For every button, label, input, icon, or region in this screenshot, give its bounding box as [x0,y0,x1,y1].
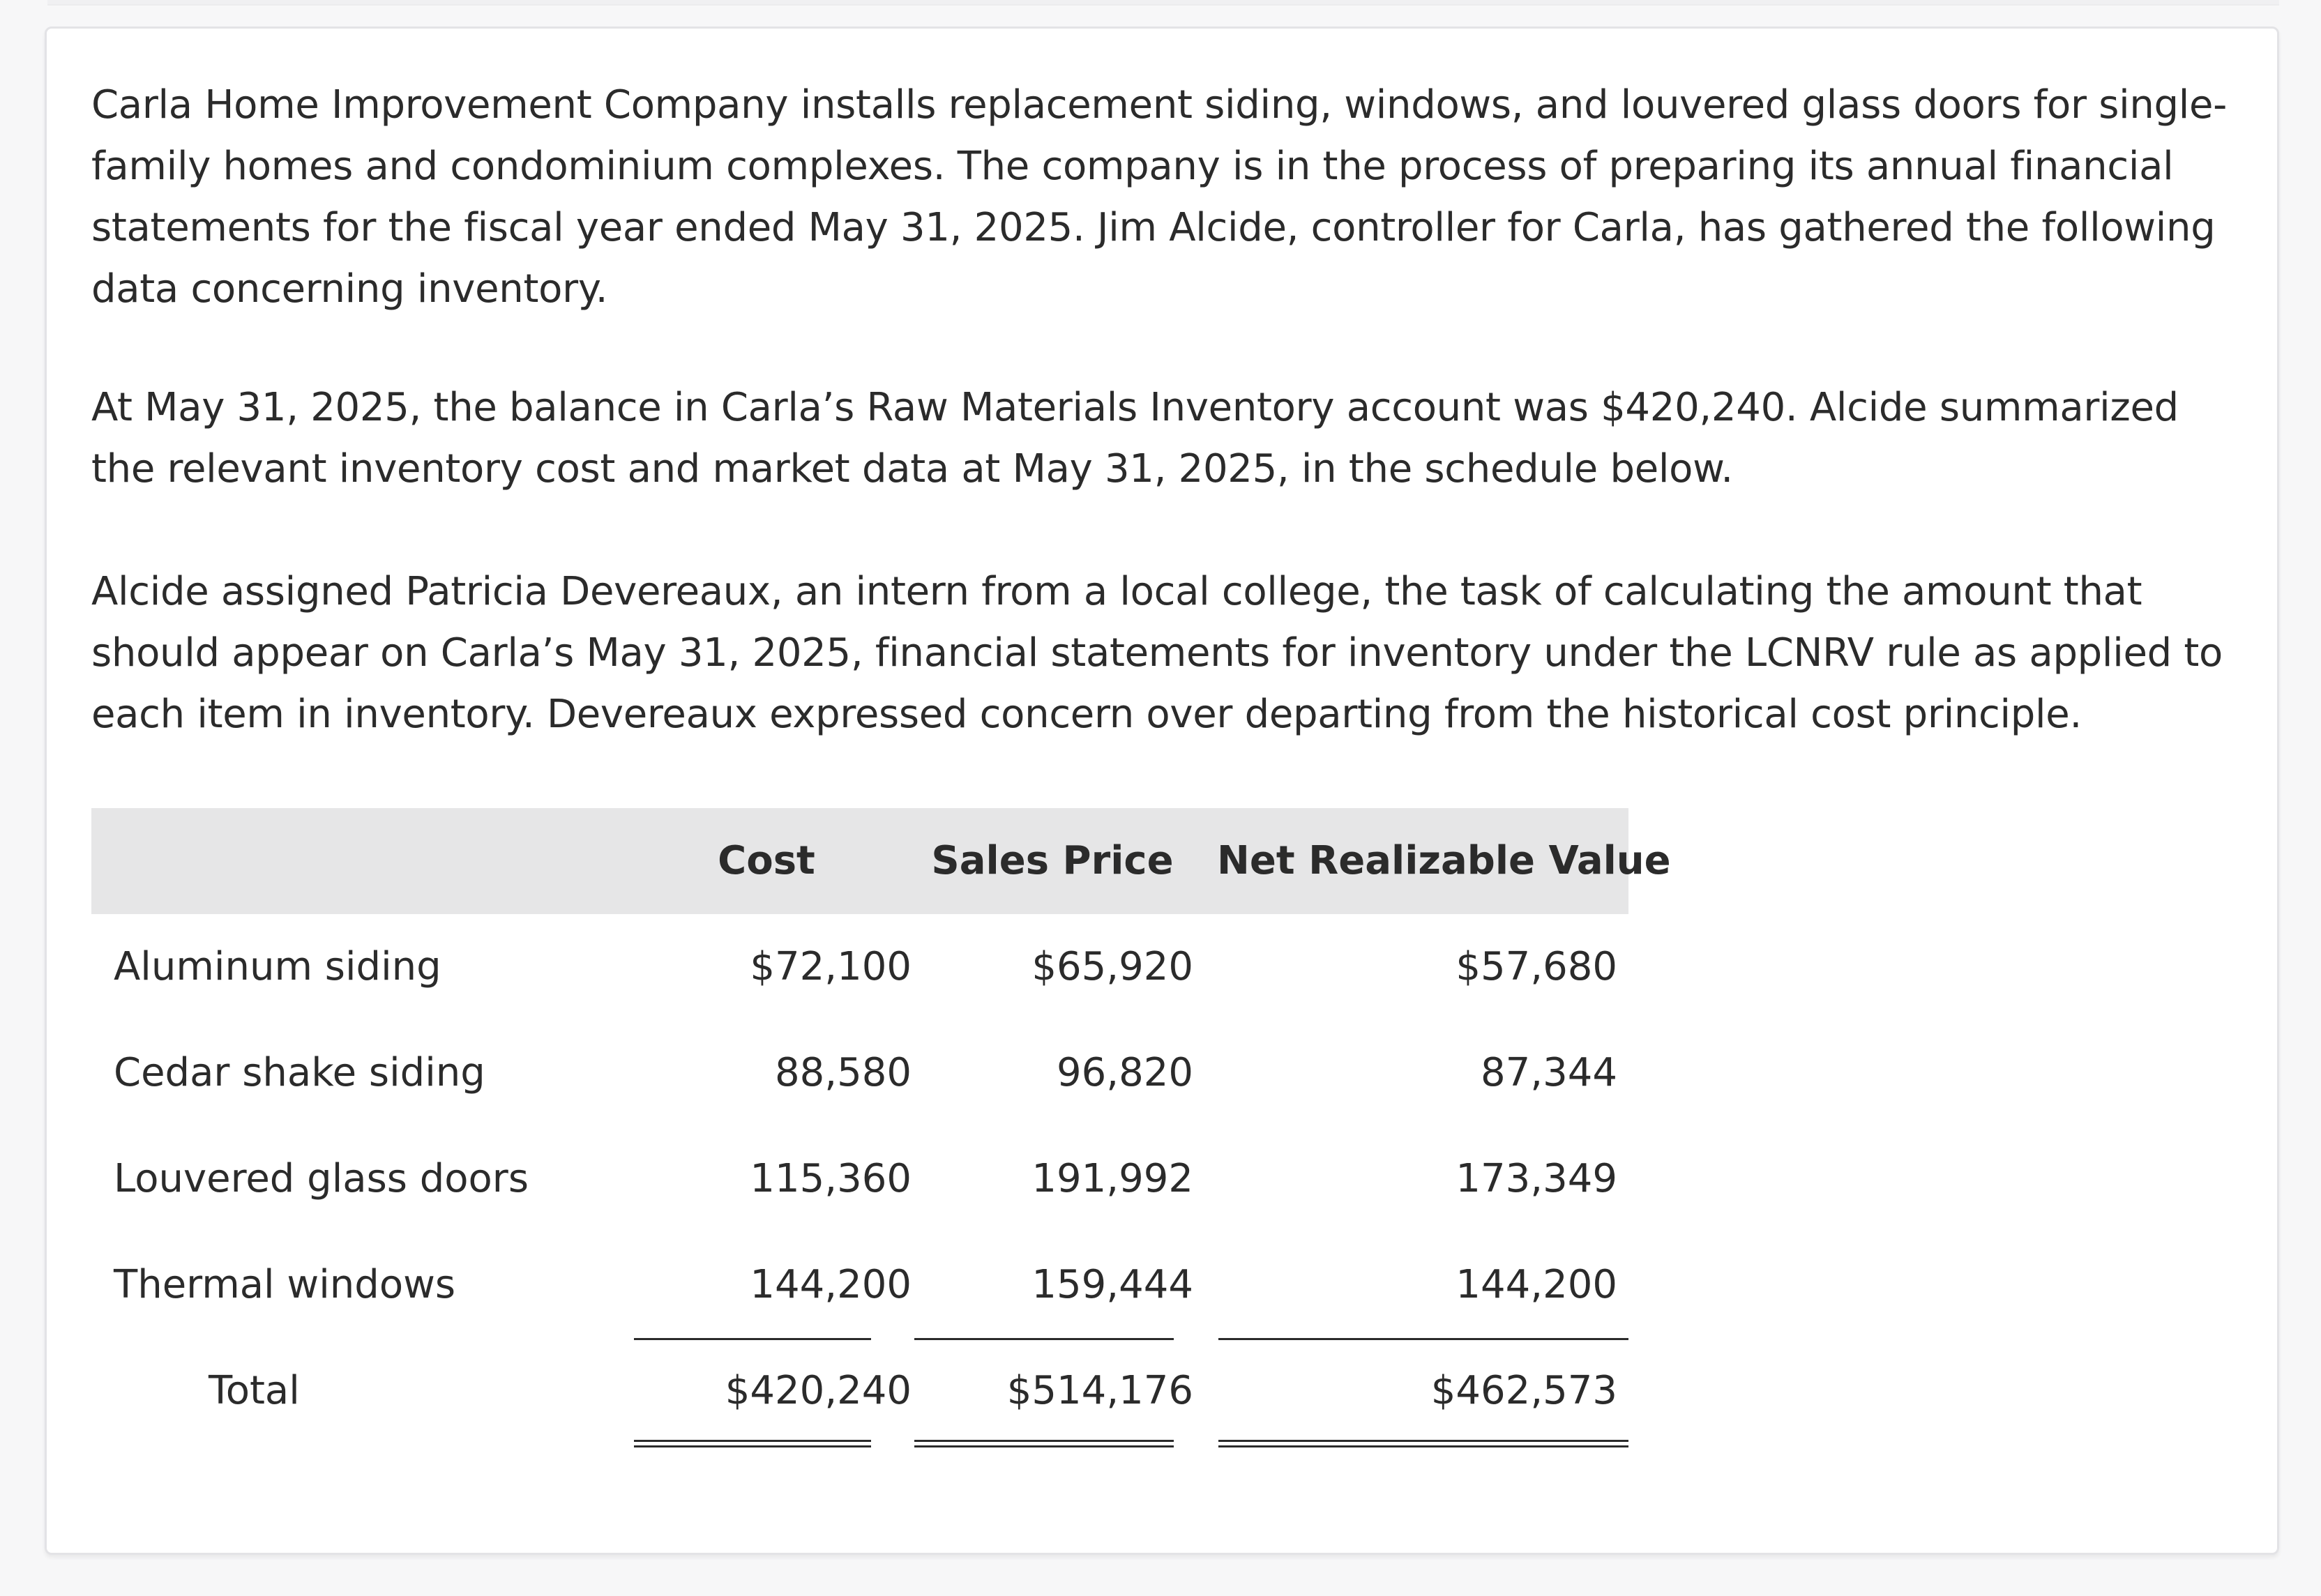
total-nrv: $462,573 [1430,1368,1617,1413]
cost-total-double-rule [634,1440,871,1447]
header-sales-price: Sales Price [931,838,1174,883]
question-card [45,26,2279,1555]
row-cost: $72,100 [750,944,912,989]
row-nrv: 173,349 [1456,1156,1617,1201]
row-nrv: 87,344 [1481,1050,1617,1095]
balance-paragraph: At May 31, 2025, the balance in Carla’s Raw Materials Inventory account was $420,240. Alcide summarized the relevant inventory cost and market data at May 31, 2025, in the schedule below. [91,385,2179,492]
table-row [91,1126,1628,1232]
row-cost: 144,200 [750,1262,912,1307]
total-label: Total [209,1368,300,1413]
header-cost: Cost [718,838,815,883]
row-item: Aluminum siding [114,944,441,989]
row-item: Cedar shake siding [114,1050,485,1095]
nrv-total-double-rule [1218,1440,1628,1447]
row-sales-price: $65,920 [1031,944,1193,989]
row-nrv: $57,680 [1456,944,1617,989]
assignment-paragraph: Alcide assigned Patricia Devereaux, an intern from a local college, the task of calculating the amount that should appear on Carla’s May 31, 2025, financial statements for inventory under the LCNRV rule as applied to each item in inventory. Devereaux expressed concern over departing from the historical cost principle. [91,569,2223,737]
row-item: Louvered glass doors [114,1156,529,1201]
total-sales-price: $514,176 [1006,1368,1193,1413]
table-header-row [91,808,1671,914]
table-total-row [91,1338,1628,1444]
row-sales-price: 159,444 [1031,1262,1193,1307]
row-cost: 88,580 [775,1050,912,1095]
table-row [91,1232,1628,1338]
total-cost: $420,240 [725,1368,912,1413]
table-row [91,1020,1628,1126]
row-nrv: 144,200 [1456,1262,1617,1307]
sales-total-double-rule [914,1440,1174,1447]
intro-paragraph: Carla Home Improvement Company installs replacement siding, windows, and louvered glass doors for single-family homes and condominium complexes. The company is in the process of preparing its annual financial statements for the fiscal year ended May 31, 2025. Jim Alcide, controller for Carla, has gathered the following data concerning inventory. [91,82,2228,312]
row-item: Thermal windows [114,1262,456,1307]
table-row [91,914,1628,1020]
inventory-schedule-table [91,808,1671,1444]
row-cost: 115,360 [750,1156,912,1201]
top-divider [47,0,2279,6]
row-sales-price: 96,820 [1057,1050,1193,1095]
header-net-realizable-value: Net Realizable Value [1217,838,1671,883]
row-sales-price: 191,992 [1031,1156,1193,1201]
